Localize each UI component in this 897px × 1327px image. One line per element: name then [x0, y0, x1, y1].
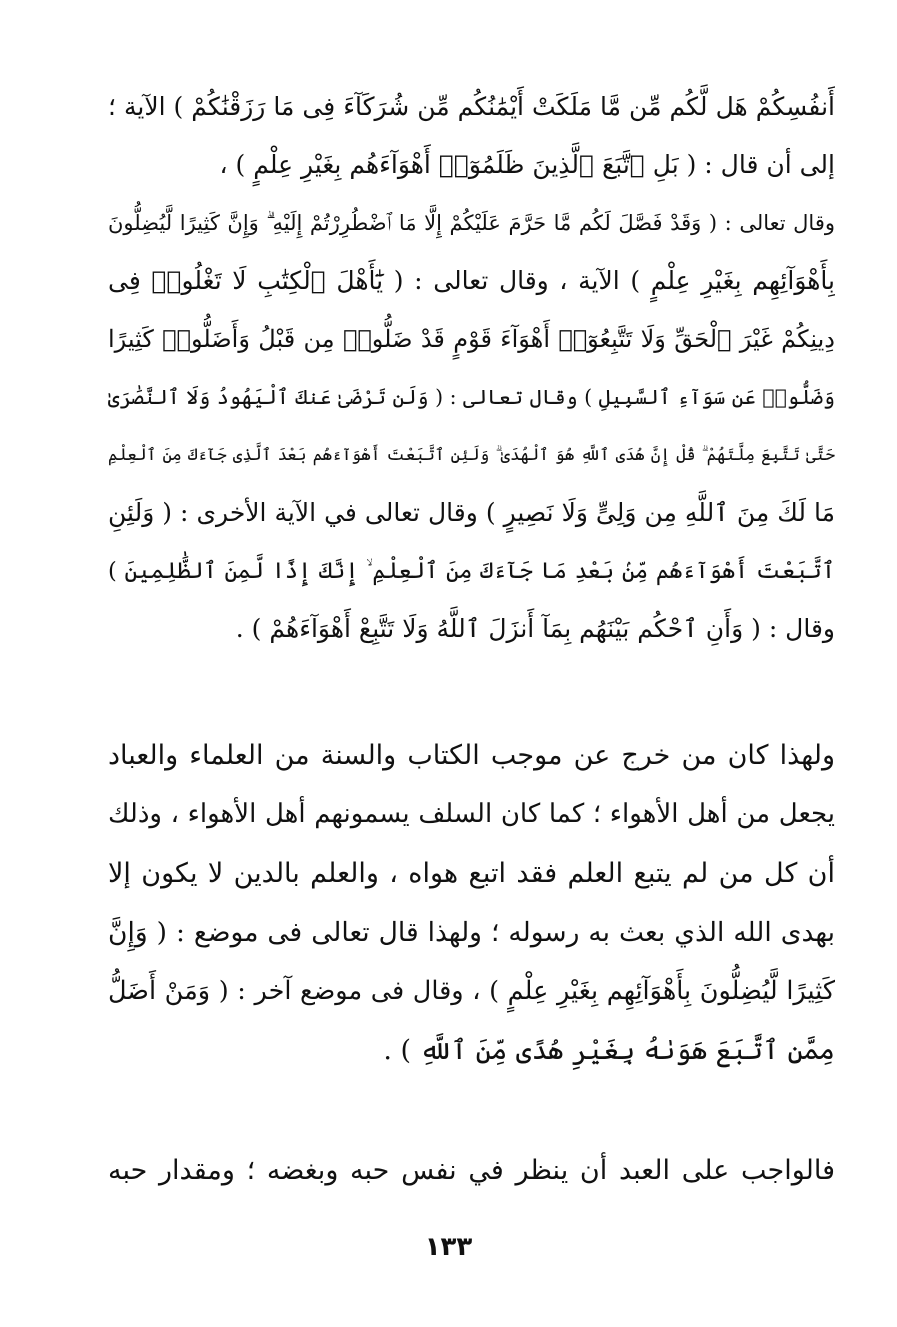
- text-line: ٱتَّبَعْتَ أَهْوَآءَهُم مِّنۢ بَعْدِ مَا جَآءَكَ مِنَ ٱلْعِلْمِ ۙ إِنَّكَ إِذًا لَّمِنَ ٱلظَّٰلِمِينَ ): [108, 558, 835, 584]
- text-line: وقال : ( وَأَنِ ٱحْكُم بَيْنَهُم بِمَآ أَنزَلَ ٱللَّهُ وَلَا تَتَّبِعْ أَهْوَآءَهُمْ ) .: [235, 614, 835, 643]
- paragraph-people-of-desires: [108, 726, 835, 1080]
- text-line: بهدى الله الذي بعث به رسوله ؛ ولهذا قال تعالى فى موضع : ( وَإِنَّ: [108, 917, 835, 948]
- text-line: ولهذا كان من خرج عن موجب الكتاب والسنة من العلماء والعباد: [108, 740, 835, 771]
- text-line: مِمَّنِ ٱتَّبَعَ هَوَىٰهُ بِغَيْرِ هُدًى مِّنَ ٱللَّهِ ) .: [383, 1035, 835, 1066]
- text-line: إلى أن قال : ( بَلِ ٱتَّبَعَ ٱلَّذِينَ ظَلَمُوٓا۟ أَهْوَآءَهُم بِغَيْرِ عِلْمٍ ) ،: [219, 150, 835, 179]
- paragraph-obligation: [108, 1141, 835, 1200]
- text-line: أن كل من لم يتبع العلم فقد اتبع هواه ، والعلم بالدين لا يكون إلا: [108, 858, 835, 889]
- quran-citations-block: [108, 78, 835, 658]
- text-line: يجعل من أهل الأهواء ؛ كما كان السلف يسمونهم أهل الأهواء ، وذلك: [108, 799, 835, 829]
- text-line: وقال تعالى : ( وَقَدْ فَصَّلَ لَكُم مَّا حَرَّمَ عَلَيْكُمْ إِلَّا مَا ٱضْطُرِرْتُمْ إِلَيْهِ ۗ وَإِنَّ كَثِيرًا لَّيُضِلُّونَ: [108, 211, 835, 235]
- text-line: أَنفُسِكُمْ هَل لَّكُم مِّن مَّا مَلَكَتْ أَيْمَٰنُكُم مِّن شُرَكَآءَ فِى مَا رَزَقْنَٰكُمْ ) الآية ؛: [108, 92, 835, 121]
- text-line: حَتَّىٰ تَتَّبِعَ مِلَّتَهُمْ ۗ قُلْ إِنَّ هُدَى ٱللَّهِ هُوَ ٱلْهُدَىٰ ۗ وَلَئِنِ ٱتَّبَعْتَ أَهْوَآءَهُم بَعْدَ ٱلَّذِى جَآءَكَ مِنَ ٱلْعِلْمِ: [108, 445, 835, 464]
- text-line: دِينِكُمْ غَيْرَ ٱلْحَقِّ وَلَا تَتَّبِعُوٓا۟ أَهْوَآءَ قَوْمٍ قَدْ ضَلُّوا۟ مِن قَبْلُ وَأَضَلُّوا۟ كَثِيرًا: [108, 325, 835, 353]
- page-number: ١٣٣: [424, 1232, 473, 1262]
- text-line: فالواجب على العبد أن ينظر في نفس حبه وبغضه ؛ ومقدار حبه: [108, 1155, 835, 1186]
- text-line: كَثِيرًا لَّيُضِلُّونَ بِأَهْوَآئِهِم بِغَيْرِ عِلْمٍ ) ، وقال فى موضع آخر : ( وَمَنْ أَضَلُّ: [108, 976, 835, 1006]
- text-line: وَضَلُّوا۟ عَن سَوَآءِ ٱلسَّبِيلِ ) وقال تعالى : ( وَلَن تَرْضَىٰ عَنكَ ٱلْيَهُودُ وَلَا ٱلنَّصَٰرَىٰ: [108, 385, 835, 409]
- text-line: مَا لَكَ مِنَ ٱللَّهِ مِن وَلِىٍّ وَلَا نَصِيرٍ ) وقال تعالى في الآية الأخرى : ( وَلَئِنِ: [108, 498, 835, 527]
- text-line: بِأَهْوَآئِهِم بِغَيْرِ عِلْمٍ ) الآية ، وقال تعالى : ( يَٰٓأَهْلَ ٱلْكِتَٰبِ لَا تَغْلُوا۟ فِى: [108, 266, 835, 295]
